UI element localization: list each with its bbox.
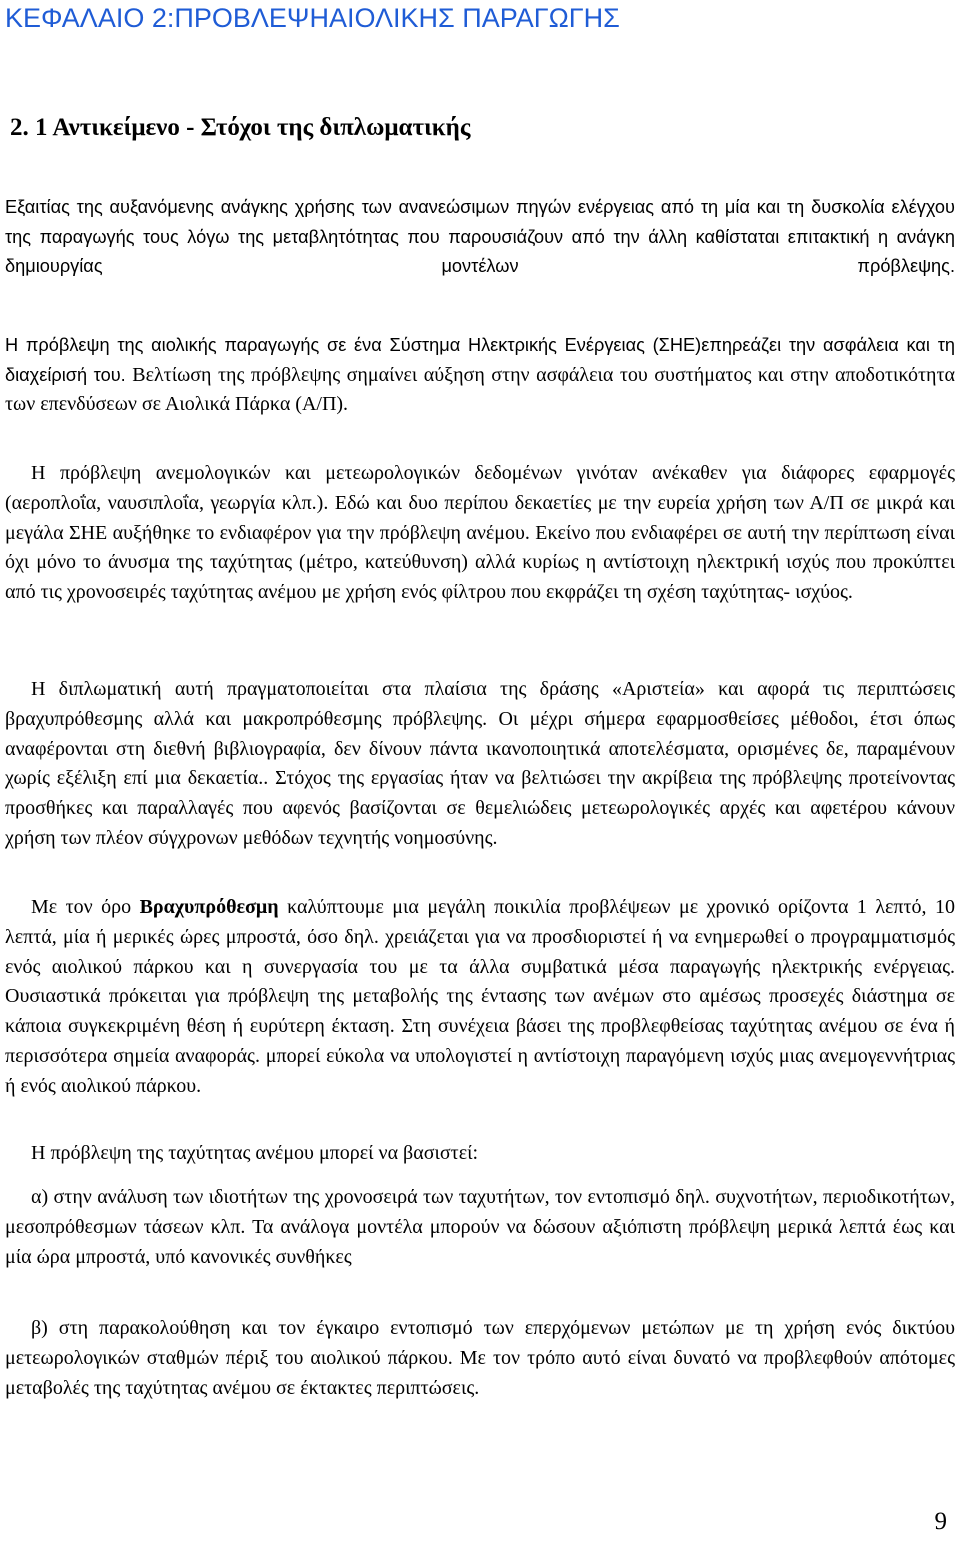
short-term-pre: Με τον όρο	[31, 896, 140, 918]
paragraph-thesis-scope: Η διπλωματική αυτή πραγματοποιείται στα πλαίσια της δράσης «Αριστεία» και αφορά τις περιπτώσεις βραχυπρόθεσμης αλλά και μακροπρόθεσμης πρόβλεψης. Οι μέχρι σήμερα εφαρμοσθείσες μέθοδοι, έτσι όπως αναφέρονται στη διεθνή βιβλιογραφία, δεν δίνουν πάντα ικανοποιητικά αποτελέσματα, ορισμένες δε, παραμένουν χωρίς εξέλιξη επί μια δεκαετία.. Στόχος της εργασίας ήταν να βελτιώσει την ακρίβεια της πρόβλεψης προτείνοντας προσθήκες και παραλλαγές που αφενός βασίζονται σε θεμελιώδεις μετεωρολογικές αρχές και αφετέρου κάνουν χρήση των πλέον σύγχρονων μεθόδων τεχνητής νοημοσύνης.	[5, 678, 955, 849]
paragraph-option-b: β) στη παρακολούθηση και τον έγκαιρο εντοπισμό των επερχόμενων μετώπων με τη χρήση ενός δικτύου μετεωρολογικών σταθμών πέριξ του αιολικού πάρκου. Με τον τρόπο αυτό είναι δυνατό να προβλεφθούν απότομες μεταβολές της ταχύτητας ανέμου σε έκτακτες περιπτώσεις.	[5, 1317, 955, 1399]
paragraph-forecast-impact	[5, 331, 955, 420]
chapter-title: ΚΕΦΑΛΑΙΟ 2:ΠΡΟΒΛΕΨΗΑΙΟΛΙΚΗΣ ΠΑΡΑΓΩΓΗΣ	[5, 3, 620, 33]
paragraph-short-term-definition	[5, 893, 955, 1102]
paragraph-forecast-impact-sans: Η πρόβλεψη της αιολικής παραγωγής σε ένα Σύστημα Ηλεκτρικής Ενέργειας (ΣΗΕ)επηρεάζει την ασφάλεια και τη διαχείρισή του.	[5, 335, 955, 385]
page-number: 9	[934, 1508, 947, 1535]
paragraph-forecast-basis: Η πρόβλεψη της ταχύτητας ανέμου μπορεί να βασιστεί:	[31, 1142, 479, 1164]
short-term-post: καλύπτουμε μια μεγάλη ποικιλία προβλέψεων με χρονικό ορίζοντα 1 λεπτό, 10 λεπτά, μία ή μερικές ώρες μπροστά, όσο δηλ. χρειάζεται για να προσδιοριστεί ή να ενημερωθεί ο προγραμματισμός ενός αιολικού πάρκου και η συνεργασία του με τα άλλα συμβατικά μέσα παραγωγής ηλεκτρικής ενέργειας. Ουσιαστικά πρόκειται για πρόβλεψη της μεταβολής της έντασης των ανέμων στο αμέσως προσεχές διάστημα σε κάποια συγκεκριμένη θέση ή ευρύτερη έκταση. Στη συνέχεια βάσει της προβλεφθείσας ταχύτητας ανέμου σε ένα ή περισσότερα σημεία αναφοράς. μπορεί εύκολα να υπολογιστεί η αντίστοιχη παραγόμενη ισχύς μιας ανεμογεννήτριας ή ενός αιολικού πάρκου.	[5, 896, 955, 1097]
section-title: 2. 1 Αντικείμενο - Στόχοι της διπλωματικής	[10, 114, 471, 141]
short-term-term: Βραχυπρόθεσμη	[139, 896, 279, 918]
paragraph-option-a: α) στην ανάλυση των ιδιοτήτων της χρονοσειρά των ταχυτήτων, τον εντοπισμό δηλ. συχνοτήτων, περιοδικοτήτων, μεσοπρόθεσμων τάσεων κλπ. Τα ανάλογα μοντέλα μπορούν να δώσουν αξιόπιστη πρόβλεψη μερικά λεπτά έως και μία ώρα μπροστά, υπό κανονικές συνθήκες	[5, 1186, 955, 1268]
paragraph-wind-forecast-history: Η πρόβλεψη ανεμολογικών και μετεωρολογικών δεδομένων γινόταν ανέκαθεν για διάφορες εφαρμογές (αεροπλοΐα, ναυσιπλοΐα, γεωργία κλπ.). Εδώ και δυο περίπου δεκαετίες με την ευρεία χρήση των Α/Π σε μικρά και μεγάλα ΣΗΕ αυξήθηκε το ενδιαφέρον για την πρόβλεψη ανέμου. Εκείνο που ενδιαφέρει σε αυτή την περίπτωση είναι όχι μόνο το άνυσμα της ταχύτητας (μέτρο, κατεύθυνση) αλλά κυρίως η αντίστοιχη ηλεκτρική ισχύς που προκύπτει από τις χρονοσειρές ταχύτητας ανέμου με χρήση ενός φίλτρου που εκφράζει τη σχέση ταχύτητας- ισχύος.	[5, 462, 955, 604]
paragraph-intro: Εξαιτίας της αυξανόμενης ανάγκης χρήσης των ανανεώσιμων πηγών ενέργειας από τη μία και τη δυσκολία ελέγχου της παραγωγής τους λόγω της μεταβλητότητας που παρουσιάζουν από την άλλη καθίσταται επιτακτική η ανάγκη δημιουργίας μοντέλων πρόβλεψης.	[5, 197, 955, 276]
paragraph-forecast-impact-serif: Βελτίωση της πρόβλεψης σημαίνει αύξηση στην ασφάλεια του συστήματος και στην αποδοτικότητα των επενδύσεων σε Αιολικά Πάρκα (Α/Π).	[5, 363, 956, 416]
